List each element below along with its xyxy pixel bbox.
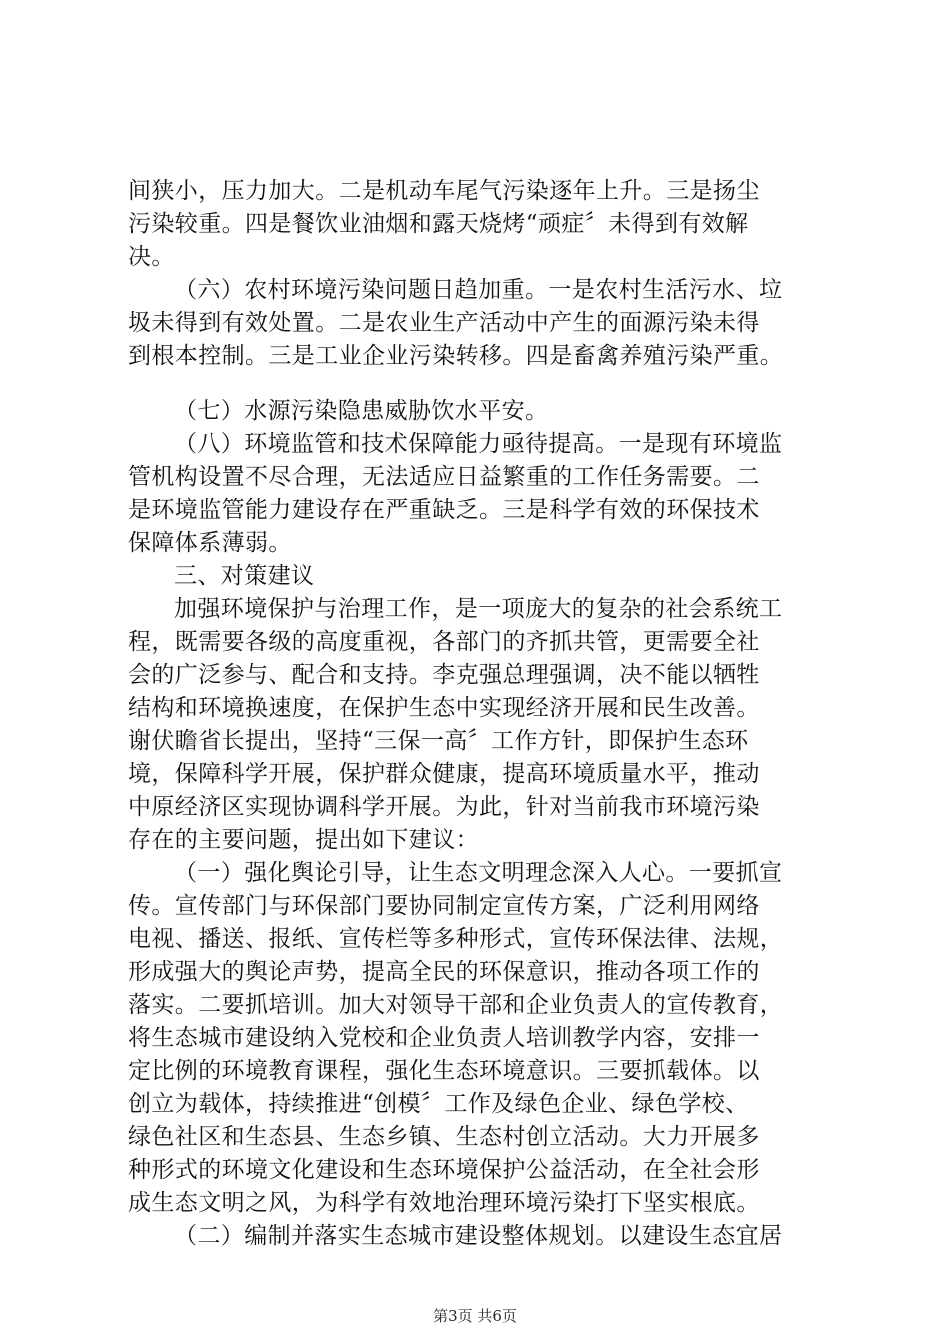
text-line: 绿色社区和生态县、生态乡镇、生态村创立活动。大力开展多 [128, 1124, 760, 1150]
text-line: 保障体系薄弱。 [128, 530, 292, 556]
text-line: 定比例的环境教育课程，强化生态环境意识。三要抓载体。以 [128, 1058, 760, 1084]
text-line: （一）强化舆论引导，让生态文明理念深入人心。一要抓宣 [174, 860, 783, 886]
text-line: 落实。二要抓培训。加大对领导干部和企业负责人的宣传教育， [128, 992, 784, 1018]
text-line: 将生态城市建设纳入党校和企业负责人培训教学内容，安排一 [128, 1025, 760, 1051]
text-line: 境，保障科学开展，保护群众健康，提高环境质量水平，推动 [128, 761, 760, 787]
text-line: 种形式的环境文化建设和生态环境保护公益活动，在全社会形 [128, 1157, 760, 1183]
text-line: 电视、播送、报纸、宣传栏等多种形式，宣传环保法律、法规， [128, 926, 784, 952]
text-line: 中原经济区实现协调科学开展。为此，针对当前我市环境污染 [128, 794, 760, 820]
section-heading: 三、对策建议 [174, 563, 315, 589]
text-line: （六）农村环境污染问题日趋加重。一是农村生活污水、垃 [174, 277, 783, 303]
text-line: 污染较重。四是餐饮业油烟和露天烧烤“顽症〞未得到有效解 [128, 211, 749, 237]
text-line: 存在的主要问题，提出如下建议： [128, 827, 479, 853]
text-line: 会的广泛参与、配合和支持。李克强总理强调，决不能以牺牲 [128, 662, 760, 688]
text-line: 传。宣传部门与环保部门要协同制定宣传方案，广泛利用网络 [128, 893, 760, 919]
text-line: 管机构设置不尽合理，无法适应日益繁重的工作任务需要。二 [128, 464, 760, 490]
text-line: 加强环境保护与治理工作，是一项庞大的复杂的社会系统工 [174, 596, 783, 622]
text-line: 形成强大的舆论声势，提高全民的环保意识，推动各项工作的 [128, 959, 760, 985]
text-line: （七）水源污染隐患威胁饮水平安。 [174, 398, 549, 424]
text-line: 创立为载体，持续推进“创模〞工作及绿色企业、绿色学校、 [128, 1091, 749, 1117]
text-line: 结构和环境换速度，在保护生态中实现经济开展和民生改善。 [128, 695, 760, 721]
text-line: 圾未得到有效处置。二是农业生产活动中产生的面源污染未得 [128, 310, 760, 336]
text-line: 谢伏瞻省长提出，坚持“三保一高〞工作方针，即保护生态环 [128, 728, 749, 754]
text-line: 间狭小，压力加大。二是机动车尾气污染逐年上升。三是扬尘 [128, 178, 760, 204]
text-line: 决。 [128, 244, 175, 270]
document-body [128, 175, 828, 1253]
page-number-footer: 第3页 共6页 [433, 1307, 517, 1325]
text-line: 是环境监管能力建设存在严重缺乏。三是科学有效的环保技术 [128, 497, 760, 523]
text-line: 到根本控制。三是工业企业污染转移。四是畜禽养殖污染严重。 [128, 343, 784, 369]
text-line: 程，既需要各级的高度重视，各部门的齐抓共管，更需要全社 [128, 629, 760, 655]
text-line: 成生态文明之风，为科学有效地治理环境污染打下坚实根底。 [128, 1190, 760, 1216]
text-line: （二）编制并落实生态城市建设整体规划。以建设生态宜居 [174, 1223, 783, 1249]
text-line: （八）环境监管和技术保障能力亟待提高。一是现有环境监 [174, 431, 783, 457]
